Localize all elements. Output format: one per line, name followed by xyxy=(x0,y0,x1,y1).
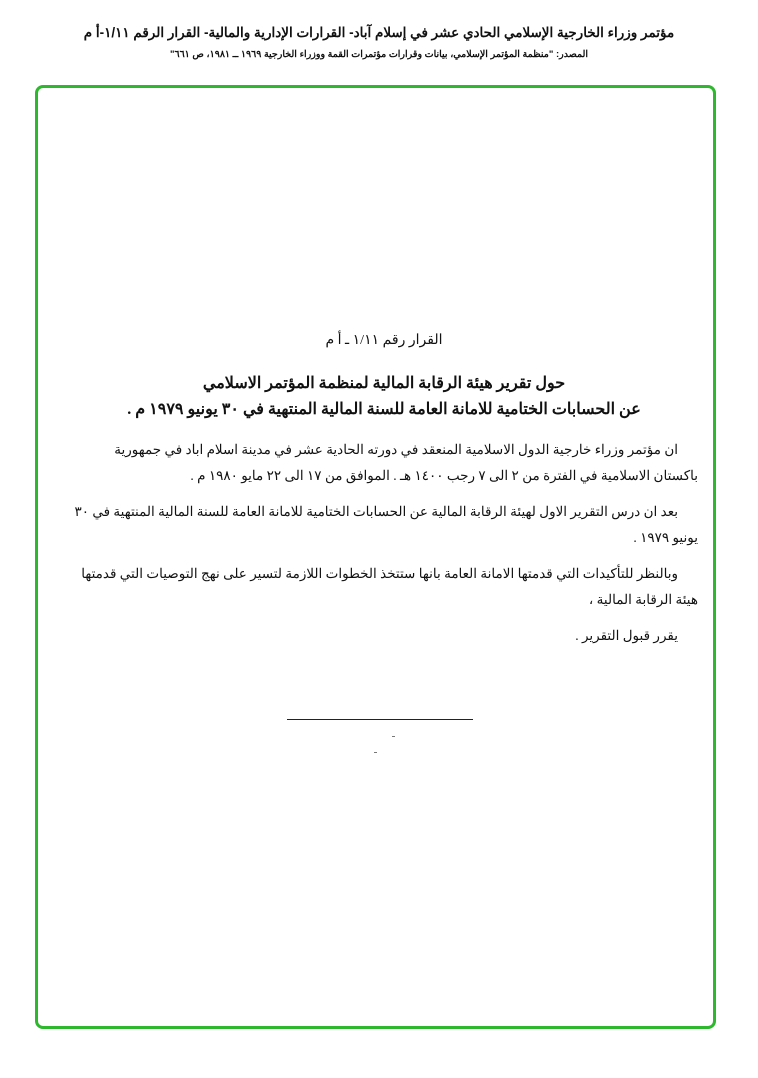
paragraph-decision xyxy=(70,623,698,649)
paragraph-text: وبالنظر للتأكيدات التي قدمتها الامانة العامة بانها ستتخذ الخطوات اللازمة لتسير على نهج التوصيات التي قدمتها هيئة الرقابة المالية ، xyxy=(81,566,698,607)
header-source: المصدر: "منظمة المؤتمر الإسلامي، بيانات وقرارات مؤتمرات القمة ووزراء الخارجية ١٩٦٩ ــ ١٩٨١، ص ٦٦١" xyxy=(169,49,589,60)
resolution-title-line-1: حول تقرير هيئة الرقابة المالية لمنظمة المؤتمر الاسلامي xyxy=(202,375,566,392)
header-title: مؤتمر وزراء الخارجية الإسلامي الحادي عشر في إسلام آباد- القرارات الإدارية والمالية- القرار الرقم ١/١١-أ م xyxy=(83,25,675,40)
signature-rule xyxy=(287,719,473,720)
scan-speck xyxy=(374,752,377,753)
paragraph-text: بعد ان درس التقرير الاول لهيئة الرقابة المالية عن الحسابات الختامية للامانة العامة للسنة المالية المنتهية في ٣٠ يونيو ١٩٧٩ . xyxy=(74,504,698,545)
resolution-number: القرار رقم ١/١١ ـ أ م xyxy=(325,333,443,348)
paragraph-preamble xyxy=(70,437,698,489)
document-body xyxy=(70,61,698,720)
paragraph-text: ان مؤتمر وزراء خارجية الدول الاسلامية المنعقد في دورته الحادية عشر في مدينة اسلام اباد في جمهورية باكستان الاسلامية في الفترة من ٢ الى ٧ رجب ١٤٠٠ هـ . الموافق من ١٧ الى ٢٢ مايو ١٩٨٠ م . xyxy=(114,442,698,483)
scan-speck xyxy=(392,736,395,737)
paragraph-assurances xyxy=(70,561,698,613)
resolution-title-line-2: عن الحسابات الختامية للامانة العامة للسنة المالية المنتهية في ٣٠ يونيو ١٩٧٩ م . xyxy=(127,401,641,418)
paragraph-considered xyxy=(70,499,698,551)
paragraph-text: يقرر قبول التقرير . xyxy=(575,628,678,643)
